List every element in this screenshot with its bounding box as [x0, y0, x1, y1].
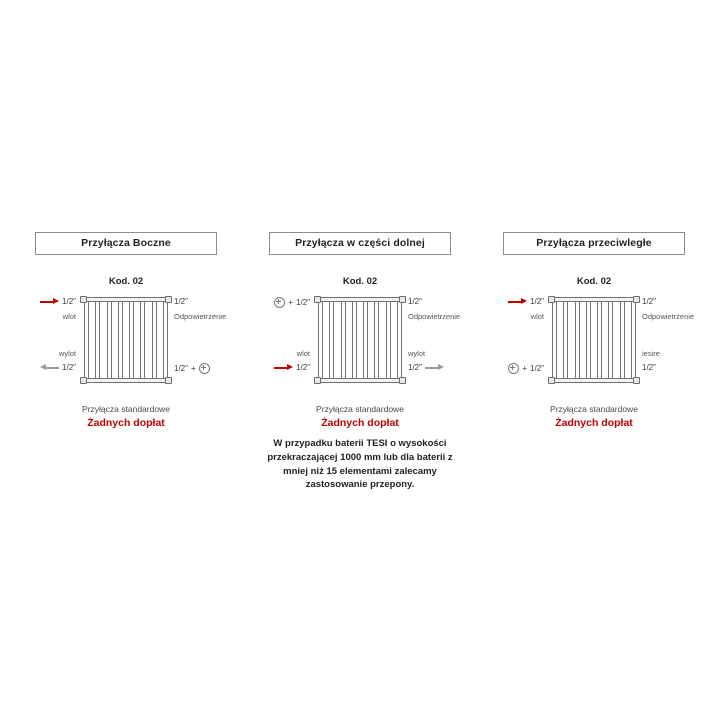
- connection-top-right: [174, 297, 188, 306]
- connection-top-left: [274, 297, 310, 308]
- panel-title: Przyłącza w części dolnej: [269, 232, 451, 255]
- panel-side-connections: [14, 232, 238, 492]
- radiator-fin: [397, 302, 402, 378]
- radiator-fin: [107, 302, 112, 378]
- connection-size: 1/2": [642, 297, 656, 306]
- connection-size: 1/2": [174, 297, 188, 306]
- connection-label: Odpowietrzenie: [642, 312, 695, 321]
- connection-bottom-right-label: [642, 349, 660, 358]
- radiator-port-top-right: [165, 296, 172, 303]
- radiator-fin: [597, 302, 602, 378]
- connection-top-right-label: [174, 312, 226, 321]
- radiator-fin: [341, 302, 346, 378]
- radiator-diagram: [14, 293, 238, 398]
- connection-size: 1/2": [174, 364, 188, 373]
- radiator-fin: [575, 302, 580, 378]
- air-vent-icon: [508, 363, 519, 374]
- radiator-port-top-right: [633, 296, 640, 303]
- air-vent-icon: [199, 363, 210, 374]
- radiator-port-top-left: [80, 296, 87, 303]
- connection-size: 1/2": [296, 298, 310, 307]
- connection-top-right-label: [642, 312, 694, 321]
- radiator-fin: [84, 302, 89, 378]
- connection-top-right: [408, 297, 422, 306]
- inlet-arrow-icon: [508, 298, 527, 306]
- radiator-fin: [118, 302, 123, 378]
- radiator-port-top-left: [314, 296, 321, 303]
- radiator-fin: [140, 302, 145, 378]
- radiator-fin: [386, 302, 391, 378]
- connection-size: 1/2": [408, 363, 422, 372]
- connection-bottom-right-label: [408, 349, 425, 358]
- radiator-fin: [631, 302, 636, 378]
- radiator-fin: [163, 302, 168, 378]
- connection-label: wlot: [62, 312, 76, 321]
- radiator-fin: [563, 302, 568, 378]
- connection-size: 1/2": [530, 364, 544, 373]
- connection-size: 1/2": [62, 297, 76, 306]
- panel-code: Kod. 02: [108, 276, 144, 287]
- connection-bottom-left: [274, 363, 310, 372]
- radiator-graphic: [548, 297, 640, 383]
- panel-note: W przypadku baterii TESI o wysokości przekraczającej 1000 mm lub dla baterii z mniej niż 15 elementami zalecamy zastosowanie przepony.: [267, 438, 453, 491]
- radiator-port-bottom-right: [633, 377, 640, 384]
- radiator-port-top-left: [548, 296, 555, 303]
- plus-sign: +: [288, 298, 294, 307]
- outlet-arrow-icon: [40, 364, 59, 372]
- panel-free-label: Żadnych dopłat: [87, 417, 165, 429]
- panel-free-label: Żadnych dopłat: [555, 417, 633, 429]
- plus-sign: +: [522, 364, 528, 373]
- panel-code: Kod. 02: [576, 276, 612, 287]
- panel-bottom-connections: [248, 232, 472, 492]
- radiator-port-bottom-right: [165, 377, 172, 384]
- radiator-fin: [129, 302, 134, 378]
- panel-caption: Przyłącza standardowe: [316, 404, 404, 414]
- connection-size: 1/2": [62, 363, 76, 372]
- connection-size: 1/2": [642, 363, 656, 372]
- connection-top-left-label: [63, 312, 76, 321]
- connection-bottom-right: [408, 363, 444, 372]
- radiator-fins: [552, 302, 636, 378]
- connection-bottom-left: [40, 363, 76, 372]
- connection-label: Odpowietrzenie: [174, 312, 227, 321]
- radiator-graphic: [314, 297, 406, 383]
- connection-bottom-left: [508, 363, 544, 374]
- inlet-arrow-icon: [40, 298, 59, 306]
- plus-sign: +: [190, 364, 196, 373]
- connection-label: wylot: [58, 349, 76, 358]
- connection-label: Odpowietrzenie: [408, 312, 461, 321]
- panel-caption: Przyłącza standardowe: [550, 404, 638, 414]
- connection-top-left: [40, 297, 76, 306]
- radiator-diagram: [482, 293, 706, 398]
- panel-opposite-connections: [482, 232, 706, 492]
- connection-label: iesire: [642, 349, 660, 358]
- radiator-fin: [352, 302, 357, 378]
- air-vent-icon: [274, 297, 285, 308]
- connection-top-left-label: [531, 312, 544, 321]
- connection-top-right: [642, 297, 656, 306]
- radiator-fins: [318, 302, 402, 378]
- radiator-fin: [374, 302, 379, 378]
- radiator-fin: [329, 302, 334, 378]
- radiator-port-bottom-right: [399, 377, 406, 384]
- connection-size: 1/2": [530, 297, 544, 306]
- panel-caption: Przyłącza standardowe: [82, 404, 170, 414]
- panel-title: Przyłącza Boczne: [35, 232, 217, 255]
- panel-code: Kod. 02: [342, 276, 378, 287]
- connection-size: 1/2": [408, 297, 422, 306]
- connection-top-right-label: [408, 312, 460, 321]
- radiator-port-bottom-left: [548, 377, 555, 384]
- radiator-graphic: [80, 297, 172, 383]
- radiator-port-bottom-left: [80, 377, 87, 384]
- panel-free-label: Żadnych dopłat: [321, 417, 399, 429]
- radiator-fin: [608, 302, 613, 378]
- radiator-diagram: [248, 293, 472, 398]
- connection-label: wylot: [408, 349, 426, 358]
- radiator-fin: [152, 302, 157, 378]
- radiator-bottom-manifold: [317, 378, 403, 383]
- radiator-fins: [84, 302, 168, 378]
- connection-bottom-right: [174, 363, 210, 374]
- radiator-port-bottom-left: [314, 377, 321, 384]
- connection-label: wlot: [296, 349, 310, 358]
- radiator-fin: [318, 302, 323, 378]
- radiator-fin: [363, 302, 368, 378]
- panels-row: [14, 232, 706, 492]
- radiator-bottom-manifold: [551, 378, 637, 383]
- connection-label: wlot: [530, 312, 544, 321]
- connection-bottom-right: [642, 363, 656, 372]
- inlet-arrow-icon: [274, 364, 293, 372]
- outlet-arrow-icon: [425, 364, 444, 372]
- panel-title: Przyłącza przeciwległe: [503, 232, 685, 255]
- radiator-fin: [586, 302, 591, 378]
- connection-top-left: [508, 297, 544, 306]
- radiator-bottom-manifold: [83, 378, 169, 383]
- radiator-fin: [95, 302, 100, 378]
- radiator-port-top-right: [399, 296, 406, 303]
- connection-bottom-left-label: [297, 349, 310, 358]
- connection-size: 1/2": [296, 363, 310, 372]
- connection-bottom-left-label: [59, 349, 76, 358]
- radiator-fin: [620, 302, 625, 378]
- radiator-fin: [552, 302, 557, 378]
